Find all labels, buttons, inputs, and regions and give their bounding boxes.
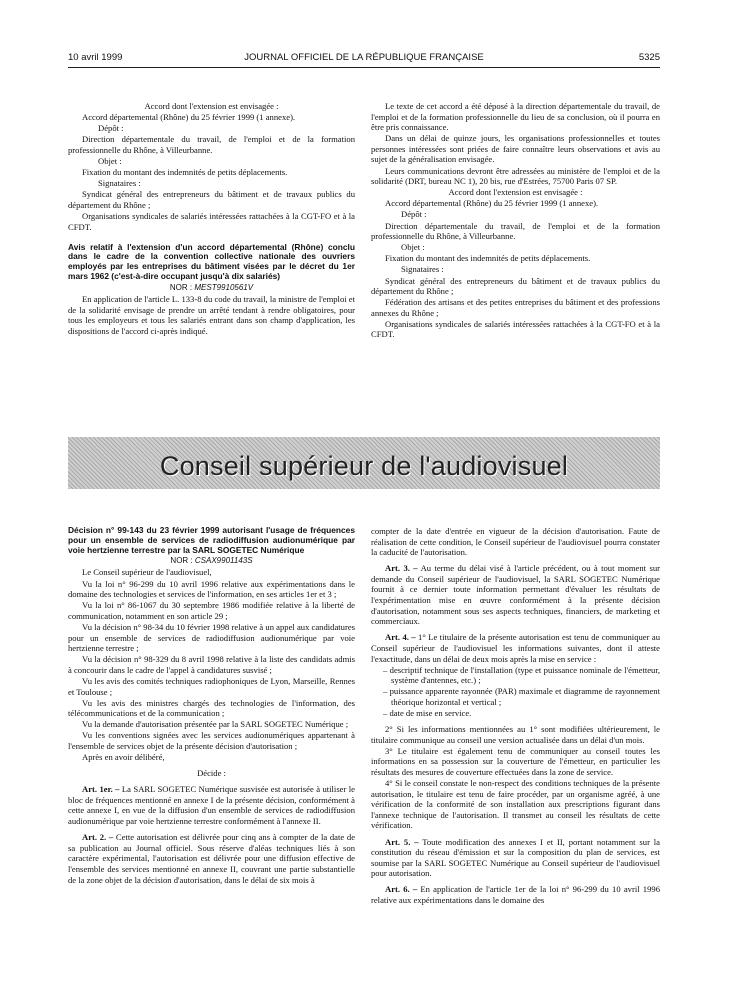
paragraph: Direction départementale du travail, de l'emploi et de la formation professionnelle du Rhône, à Villeurbanne. (371, 220, 660, 242)
header-journal-title: JOURNAL OFFICIEL DE LA RÉPUBLIQUE FRANÇAISE (244, 52, 484, 63)
paragraph: Fixation du montant des indemnités de petits déplacements. (385, 253, 591, 264)
article-4 (371, 632, 660, 664)
paragraph: 2° Si les informations mentionnées au 1° sont modifiées ultérieurement, le titulaire communique au conseil une version actualisée dans un délai d'un mois. (371, 724, 660, 745)
paragraph: Fédération des artisans et des petites entreprises du bâtiment et des professions annexes du Rhône ; (371, 297, 660, 318)
nor-label: NOR : (169, 282, 193, 292)
paragraph: Direction départementale du travail, de l'emploi et de la formation professionnelle du Rhône, à Villeurbanne. (68, 134, 355, 155)
article-text: Toute modification des annexes I et II, portant notamment sur la constitution du réseau d'émission et sur la composition du plan de services, est soumise par la SARL SOGETEC Numérique au Conseil supérieur de l'audiovisuel pour autorisation. (371, 836, 660, 879)
section-title: Conseil supérieur de l'audiovisuel (159, 451, 569, 481)
header-date: 10 avril 1999 (68, 52, 123, 63)
article-label: Art. 1er. – (82, 784, 120, 795)
paragraph: Leurs communications devront être adressées au ministère de l'emploi et de la solidarité (DRT, bureau NC 1), 20 bis, rue d'Estrées, 75700 Paris 07 SP. (371, 165, 660, 187)
paragraph: Vu la décision n° 98-329 du 8 avril 1998 relative à la liste des candidats admis à concourir dans le cadre de l'appel à candidatures susvisé ; (68, 654, 355, 675)
article-label: Art. 6. – (385, 884, 418, 895)
paragraph: 3° Le titulaire est également tenu de communiquer au conseil toutes les informations en sa possession sur la couverture de l'émetteur, en particulier les résultats des mesures de couverture effectuées dans la zone de service. (371, 745, 660, 777)
nor-label: NOR : (170, 556, 193, 566)
article-text: Cette autorisation est délivrée pour cinq ans à compter de la date de sa publication au Journal officiel. Sous réserve d'aléas techniques liés à son caractère expérimental, l'autorisation est délivrée pour une diffusion effective de l'ensemble des services mentionné en annexe II, couvrant une partie substantielle de la zone objet de la décision d'autorisation, dans le délai de six mois à (68, 832, 356, 885)
paragraph: Accord départemental (Rhône) du 25 février 1999 (1 annexe). (82, 112, 296, 123)
list-item: – descriptif technique de l'installation (type et puissance nominale de l'émetteur, système d'antennes, etc.) ; (383, 664, 660, 686)
article-label: Art. 2. – (82, 832, 114, 843)
list-item: – date de mise en service. (383, 708, 472, 718)
top-right-column (371, 101, 660, 341)
label-signataires: Signataires : (98, 178, 141, 189)
bottom-right-column (371, 526, 660, 906)
article-label: Art. 4. – (385, 632, 416, 643)
label-depot: Dépôt : (98, 123, 124, 134)
article-text: 1° Le titulaire de la présente autorisation est tenu de communiquer au Conseil supérieur de l'audiovisuel les informations suivantes, dont il atteste l'exactitude, dans un délai de deux mois après la mise en service : (371, 632, 660, 664)
paragraph: compter de la date d'entrée en vigueur de la décision d'autorisation. Faute de réalisation de cette condition, le Conseil supérieur de l'audiovisuel pourra constater la caducité de l'autorisation. (371, 526, 660, 558)
paragraph: Vu la loi n° 86-1067 du 30 septembre 1986 modifiée relative à la liberté de communication, notamment en son article 29 ; (68, 600, 355, 621)
avis-title: Avis relatif à l'extension d'un accord départemental (Rhône) conclu dans le cadre de la convention collective nationale des ouvriers employés par les entreprises du bâtiment visées par le décret du 1er mars 1962 (c'est-à-dire occupant jusqu'à dix salariés) (68, 241, 355, 282)
nor-code: MEST9910561V (194, 282, 254, 292)
article-2 (68, 832, 355, 885)
label-objet: Objet : (401, 242, 425, 253)
paragraph: Accord départemental (Rhône) du 25 février 1999 (1 annexe). (385, 198, 599, 209)
nor-reference (68, 556, 355, 567)
label-depot: Dépôt : (401, 209, 427, 220)
article-3 (371, 563, 660, 627)
article-text: La SARL SOGETEC Numérique susvisée est autorisée à utiliser le bloc de fréquences mentionné en annexe I de la présente décision, conformément à cette annexe I, en vue de la diffusion d'un ensemble de services de radiodiffusion audionumérique par voie hertzienne terrestre conformément à l'annexe II. (68, 784, 355, 827)
paragraph: 4° Si le conseil constate le non-respect des conditions techniques de la présente autorisation, le titulaire est tenu de faire procéder, par un organisme agréé, à une vérification de la conformité de son installation aux prescriptions figurant dans l'annexe technique de l'autorisation. Il transmet au conseil les résultats de cette vérification. (371, 778, 660, 831)
header-rule (68, 67, 660, 68)
article-text: Au terme du délai visé à l'article précédent, ou à tout moment sur demande du Conseil supérieur de l'audiovisuel, la SARL SOGETEC Numérique fournit à ce dernier toute information permettant d'évaluer les résultats de l'expérimentation mise en œuvre conformément à la présente décision d'autorisation, notamment sous ses aspects techniques, financiers, de marketing et commerciaux. (371, 563, 660, 627)
page-header (68, 52, 660, 68)
decision-title: Décision n° 99-143 du 23 février 1999 autorisant l'usage de fréquences pour un ensemble de services de radiodiffusion audionumérique par voie hertzienne terrestre par la SARL SOGETEC Numérique (68, 525, 355, 555)
nor-reference (68, 283, 355, 294)
article-5 (371, 837, 660, 879)
label-signataires: Signataires : (401, 264, 444, 275)
paragraph: Vu la loi n° 96-299 du 10 avril 1996 relative aux expérimentations dans le domaine des technologies et services de l'information, en ses articles 1er et 3 ; (68, 578, 355, 600)
paragraph: Vu les avis des ministres chargés des technologies de l'information, des télécommunications et de la communication ; (68, 697, 355, 719)
paragraph: Syndicat général des entrepreneurs du bâtiment et de travaux publics du département du Rhône ; (68, 189, 355, 210)
article-1 (68, 784, 355, 826)
paragraph: Organisations syndicales de salariés intéressées rattachées à la CGT-FO et à la CFDT. (68, 210, 355, 232)
paragraph: Vu les conventions signées avec les services audionumériques appartenant à l'ensemble de services objet de la présente décision d'autorisation ; (68, 730, 355, 751)
paragraph: Le texte de cet accord a été déposé à la direction départementale du travail, de l'emploi et de la formation professionnelle du lieu de sa conclusion, où il pourra en être pris connaissance. (371, 101, 660, 133)
header-page-number: 5325 (638, 52, 660, 63)
paragraph: Syndicat général des entrepreneurs du bâtiment et de travaux publics du département du Rhône ; (371, 275, 660, 297)
paragraph: Vu les avis des comités techniques radiophoniques de Lyon, Marseille, Rennes et Toulouse ; (68, 675, 355, 697)
nor-code: CSAX9901143S (194, 556, 253, 566)
paragraph: Accord dont l'extension est envisagée : (144, 101, 279, 111)
label-objet: Objet : (98, 155, 122, 166)
article-label: Art. 3. – (385, 563, 418, 574)
paragraph: Accord dont l'extension est envisagée : (448, 187, 583, 198)
paragraph: Dans un délai de quinze jours, les organisations professionnelles et toutes personnes intéressées sont priées de faire connaître leurs observations et avis au sujet de la généralisation envisagée. (371, 133, 660, 165)
article-6 (371, 884, 660, 905)
paragraph: En application de l'article L. 133-8 du code du travail, la ministre de l'emploi et de la solidarité envisage de prendre un arrêté tendant à rendre obligatoires, pour tous les employeurs et tous les salariés entrant dans son champ d'application, les dispositions de l'accord ci-après indiqué. (68, 293, 355, 336)
paragraph: Fixation du montant des indemnités de petits déplacements. (82, 167, 288, 178)
article-text: En application de l'article 1er de la loi n° 96-299 du 10 avril 1996 relative aux expérimentations dans le domaine des (371, 884, 660, 905)
decide-label: Décide : (197, 768, 226, 779)
list-item: – puissance apparente rayonnée (PAR) maximale et diagramme de rayonnement théorique horizontal et vertical ; (383, 686, 660, 707)
bottom-left-column (68, 526, 355, 886)
paragraph: Le Conseil supérieur de l'audiovisuel, (82, 567, 212, 578)
paragraph: Après en avoir délibéré, (82, 752, 165, 763)
paragraph: Vu la demande d'autorisation présentée par la SARL SOGETEC Numérique ; (82, 719, 349, 730)
top-left-column (68, 101, 355, 337)
paragraph: Organisations syndicales de salariés intéressées rattachées à la CGT-FO et à la CFDT. (371, 318, 660, 340)
paragraph: Vu la décision n° 98-34 du 10 février 1998 relative à un appel aux candidatures pour un ensemble de services de radiodiffusion audionumérique par voie hertzienne terrestre ; (68, 621, 355, 654)
article-label: Art. 5. – (385, 836, 419, 847)
